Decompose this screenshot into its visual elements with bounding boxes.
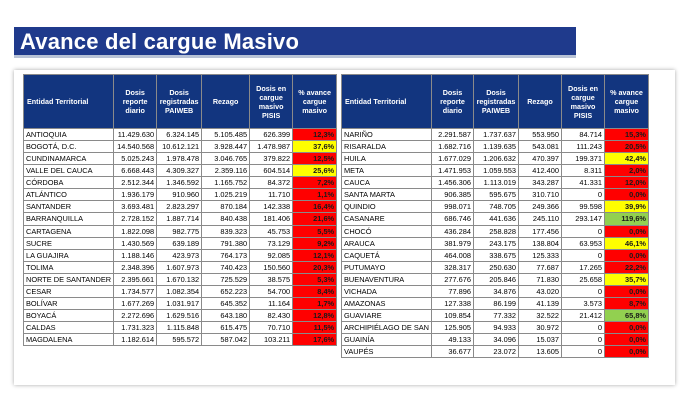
- header-dosis-paiweb: Dosis registradas PAIWEB: [474, 75, 519, 129]
- cell-dosis-pisis: 70.710: [250, 322, 293, 334]
- cell-dosis-reporte: 1.734.577: [114, 285, 157, 297]
- cell-dosis-reporte: 2.728.152: [114, 213, 157, 225]
- table-row: [342, 141, 649, 153]
- table-row: [342, 322, 649, 334]
- cell-avance: 119,6%: [605, 213, 649, 225]
- cell-entidad: TOLIMA: [24, 261, 114, 273]
- cell-dosis-reporte: 2.395.661: [114, 273, 157, 285]
- table-row: [342, 225, 649, 237]
- table-row: [342, 177, 649, 189]
- cell-rezago: 138.804: [519, 237, 562, 249]
- header-rezago: Rezago: [519, 75, 562, 129]
- cell-rezago: 791.380: [202, 237, 250, 249]
- header-entidad: Entidad Territorial: [342, 75, 432, 129]
- header-dosis-pisis: Dosis en cargue masivo PISIS: [562, 75, 605, 129]
- cell-rezago: 840.438: [202, 213, 250, 225]
- table-row: [24, 334, 337, 346]
- cell-dosis-pisis: 111.243: [562, 141, 605, 153]
- cell-entidad: BOYACÁ: [24, 309, 114, 321]
- cell-dosis-reporte: 906.385: [432, 189, 474, 201]
- cell-rezago: 1.025.219: [202, 189, 250, 201]
- cell-dosis-paiweb: 243.175: [474, 237, 519, 249]
- cell-rezago: 3.046.765: [202, 153, 250, 165]
- cell-dosis-paiweb: 10.612.121: [157, 141, 202, 153]
- cell-dosis-reporte: 1.731.323: [114, 322, 157, 334]
- cell-entidad: ARCHIPIÉLAGO DE SAN: [342, 322, 432, 334]
- cell-avance: 39,9%: [605, 201, 649, 213]
- cell-rezago: 32.522: [519, 309, 562, 321]
- table-row: [24, 213, 337, 225]
- cell-entidad: CALDAS: [24, 322, 114, 334]
- cell-entidad: CUNDINAMARCA: [24, 153, 114, 165]
- cell-rezago: 15.037: [519, 334, 562, 346]
- cell-avance: 7,2%: [293, 177, 337, 189]
- cell-dosis-pisis: 626.399: [250, 129, 293, 141]
- cell-rezago: 587.042: [202, 334, 250, 346]
- cell-entidad: SANTANDER: [24, 201, 114, 213]
- cell-dosis-paiweb: 94.933: [474, 322, 519, 334]
- table-row: [24, 225, 337, 237]
- cell-dosis-pisis: 0: [562, 346, 605, 358]
- cell-dosis-reporte: 1.936.179: [114, 189, 157, 201]
- cell-entidad: ANTIOQUIA: [24, 129, 114, 141]
- cell-entidad: ARAUCA: [342, 237, 432, 249]
- cell-avance: 46,1%: [605, 237, 649, 249]
- cell-dosis-paiweb: 6.324.145: [157, 129, 202, 141]
- cell-dosis-pisis: 0: [562, 225, 605, 237]
- cell-avance: 65,8%: [605, 309, 649, 321]
- cell-dosis-pisis: 0: [562, 285, 605, 297]
- cell-avance: 11,5%: [293, 322, 337, 334]
- cell-dosis-paiweb: 1.737.637: [474, 129, 519, 141]
- cell-rezago: 3.928.447: [202, 141, 250, 153]
- cell-rezago: 41.139: [519, 297, 562, 309]
- cell-rezago: 77.687: [519, 261, 562, 273]
- cell-dosis-pisis: 293.147: [562, 213, 605, 225]
- cell-entidad: BUENAVENTURA: [342, 273, 432, 285]
- cell-entidad: RISARALDA: [342, 141, 432, 153]
- cell-dosis-reporte: 436.284: [432, 225, 474, 237]
- cell-dosis-paiweb: 338.675: [474, 249, 519, 261]
- cell-rezago: 725.529: [202, 273, 250, 285]
- table-row: [342, 261, 649, 273]
- cell-dosis-paiweb: 1.031.917: [157, 297, 202, 309]
- cell-dosis-paiweb: 2.823.297: [157, 201, 202, 213]
- table-row: [342, 346, 649, 358]
- cell-dosis-paiweb: 910.960: [157, 189, 202, 201]
- cell-avance: 20,5%: [605, 141, 649, 153]
- cell-avance: 37,6%: [293, 141, 337, 153]
- cell-entidad: PUTUMAYO: [342, 261, 432, 273]
- cell-entidad: CARTAGENA: [24, 225, 114, 237]
- cell-dosis-pisis: 11.710: [250, 189, 293, 201]
- cell-avance: 2,0%: [605, 165, 649, 177]
- title-banner: [14, 27, 576, 58]
- cell-dosis-reporte: 998.071: [432, 201, 474, 213]
- cell-dosis-paiweb: 34.876: [474, 285, 519, 297]
- cell-dosis-reporte: 1.471.953: [432, 165, 474, 177]
- cell-dosis-reporte: 2.512.344: [114, 177, 157, 189]
- cell-dosis-reporte: 11.429.630: [114, 129, 157, 141]
- header-avance: % avance cargue masivo: [293, 75, 337, 129]
- cell-dosis-pisis: 103.211: [250, 334, 293, 346]
- cell-entidad: SUCRE: [24, 237, 114, 249]
- cell-avance: 17,6%: [293, 334, 337, 346]
- table-row: [342, 273, 649, 285]
- cell-avance: 5,5%: [293, 225, 337, 237]
- table-row: [24, 309, 337, 321]
- cell-dosis-paiweb: 1.082.354: [157, 285, 202, 297]
- cell-dosis-reporte: 1.456.306: [432, 177, 474, 189]
- cell-dosis-pisis: 84.372: [250, 177, 293, 189]
- cell-rezago: 740.423: [202, 261, 250, 273]
- cell-avance: 0,0%: [605, 225, 649, 237]
- cell-dosis-paiweb: 1.059.553: [474, 165, 519, 177]
- cell-dosis-pisis: 45.753: [250, 225, 293, 237]
- header-dosis-reporte: Dosis reporte diario: [114, 75, 157, 129]
- cell-rezago: 645.352: [202, 297, 250, 309]
- table-row: [24, 177, 337, 189]
- cell-dosis-paiweb: 639.189: [157, 237, 202, 249]
- cell-dosis-paiweb: 1.113.019: [474, 177, 519, 189]
- cell-rezago: 764.173: [202, 249, 250, 261]
- cell-dosis-pisis: 604.514: [250, 165, 293, 177]
- table-row: [24, 297, 337, 309]
- table-row: [24, 237, 337, 249]
- cell-dosis-pisis: 3.573: [562, 297, 605, 309]
- cell-rezago: 470.397: [519, 153, 562, 165]
- cell-avance: 22,2%: [605, 261, 649, 273]
- cell-dosis-paiweb: 595.675: [474, 189, 519, 201]
- cell-dosis-reporte: 328.317: [432, 261, 474, 273]
- cell-rezago: 125.333: [519, 249, 562, 261]
- cell-entidad: BOLÍVAR: [24, 297, 114, 309]
- cell-avance: 42,4%: [605, 153, 649, 165]
- cell-dosis-reporte: 1.182.614: [114, 334, 157, 346]
- cell-dosis-reporte: 109.854: [432, 309, 474, 321]
- table-row: [24, 322, 337, 334]
- cell-rezago: 5.105.485: [202, 129, 250, 141]
- cell-rezago: 249.366: [519, 201, 562, 213]
- cell-entidad: BOGOTÁ, D.C.: [24, 141, 114, 153]
- cell-dosis-paiweb: 205.846: [474, 273, 519, 285]
- cell-avance: 25,6%: [293, 165, 337, 177]
- cell-dosis-pisis: 142.338: [250, 201, 293, 213]
- cell-entidad: LA GUAJIRA: [24, 249, 114, 261]
- cell-dosis-reporte: 2.272.696: [114, 309, 157, 321]
- cell-dosis-pisis: 8.311: [562, 165, 605, 177]
- table-row: [24, 261, 337, 273]
- table-row: [24, 141, 337, 153]
- header-dosis-pisis: Dosis en cargue masivo PISIS: [250, 75, 293, 129]
- header-avance: % avance cargue masivo: [605, 75, 649, 129]
- cell-entidad: CAUCA: [342, 177, 432, 189]
- cell-dosis-pisis: 38.575: [250, 273, 293, 285]
- table-row: [24, 189, 337, 201]
- cell-dosis-paiweb: 4.309.327: [157, 165, 202, 177]
- cell-avance: 0,0%: [605, 249, 649, 261]
- cell-avance: 21,6%: [293, 213, 337, 225]
- cell-dosis-reporte: 1.822.098: [114, 225, 157, 237]
- cell-dosis-paiweb: 250.630: [474, 261, 519, 273]
- cell-rezago: 615.475: [202, 322, 250, 334]
- cell-dosis-reporte: 49.133: [432, 334, 474, 346]
- table-row: [24, 249, 337, 261]
- cell-dosis-paiweb: 1.206.632: [474, 153, 519, 165]
- cell-dosis-reporte: 77.896: [432, 285, 474, 297]
- table-row: [342, 285, 649, 297]
- cell-dosis-pisis: 150.560: [250, 261, 293, 273]
- cell-dosis-reporte: 381.979: [432, 237, 474, 249]
- cell-dosis-reporte: 1.682.716: [432, 141, 474, 153]
- cell-entidad: META: [342, 165, 432, 177]
- header-dosis-paiweb: Dosis registradas PAIWEB: [157, 75, 202, 129]
- cell-avance: 12,0%: [605, 177, 649, 189]
- cell-dosis-pisis: 17.265: [562, 261, 605, 273]
- cell-entidad: VALLE DEL CAUCA: [24, 165, 114, 177]
- cell-dosis-paiweb: 441.636: [474, 213, 519, 225]
- cell-rezago: 1.165.752: [202, 177, 250, 189]
- table-row: [342, 153, 649, 165]
- cell-rezago: 2.359.116: [202, 165, 250, 177]
- cell-dosis-paiweb: 1.346.592: [157, 177, 202, 189]
- cell-dosis-pisis: 11.164: [250, 297, 293, 309]
- cell-dosis-pisis: 181.406: [250, 213, 293, 225]
- table-row: [24, 165, 337, 177]
- cell-dosis-pisis: 379.822: [250, 153, 293, 165]
- cell-dosis-paiweb: 1.629.516: [157, 309, 202, 321]
- header-entidad: Entidad Territorial: [24, 75, 114, 129]
- cell-entidad: CÓRDOBA: [24, 177, 114, 189]
- cell-dosis-pisis: 21.412: [562, 309, 605, 321]
- table-row: [342, 334, 649, 346]
- cell-rezago: 643.180: [202, 309, 250, 321]
- cell-dosis-paiweb: 1.978.478: [157, 153, 202, 165]
- table-row: [24, 201, 337, 213]
- cell-rezago: 43.020: [519, 285, 562, 297]
- table-row: [342, 249, 649, 261]
- table-header-row: [342, 75, 649, 129]
- cell-entidad: VAUPÉS: [342, 346, 432, 358]
- table-header-row: [24, 75, 337, 129]
- cell-entidad: NARIÑO: [342, 129, 432, 141]
- cell-avance: 5,3%: [293, 273, 337, 285]
- cell-dosis-reporte: 127.338: [432, 297, 474, 309]
- table-row: [342, 213, 649, 225]
- cell-dosis-paiweb: 1.139.635: [474, 141, 519, 153]
- header-dosis-reporte: Dosis reporte diario: [432, 75, 474, 129]
- cell-dosis-pisis: 0: [562, 334, 605, 346]
- cell-dosis-pisis: 82.430: [250, 309, 293, 321]
- cell-dosis-reporte: 1.677.029: [432, 153, 474, 165]
- cell-dosis-pisis: 99.598: [562, 201, 605, 213]
- table-row: [342, 129, 649, 141]
- cell-entidad: QUINDIO: [342, 201, 432, 213]
- header-rezago: Rezago: [202, 75, 250, 129]
- cell-avance: 12,5%: [293, 153, 337, 165]
- cell-dosis-paiweb: 34.096: [474, 334, 519, 346]
- cell-entidad: CASANARE: [342, 213, 432, 225]
- cell-avance: 1,1%: [293, 189, 337, 201]
- cell-dosis-pisis: 0: [562, 249, 605, 261]
- cell-rezago: 30.972: [519, 322, 562, 334]
- cell-dosis-reporte: 5.025.243: [114, 153, 157, 165]
- cell-rezago: 553.950: [519, 129, 562, 141]
- cell-dosis-pisis: 0: [562, 322, 605, 334]
- table-row: [342, 237, 649, 249]
- right-table: [341, 74, 649, 358]
- cell-rezago: 245.110: [519, 213, 562, 225]
- cell-dosis-pisis: 54.700: [250, 285, 293, 297]
- cell-rezago: 543.081: [519, 141, 562, 153]
- cell-dosis-reporte: 14.540.568: [114, 141, 157, 153]
- cell-dosis-pisis: 0: [562, 189, 605, 201]
- cell-entidad: CHOCÓ: [342, 225, 432, 237]
- cell-entidad: CESAR: [24, 285, 114, 297]
- cell-dosis-paiweb: 1.115.848: [157, 322, 202, 334]
- cell-dosis-paiweb: 423.973: [157, 249, 202, 261]
- cell-dosis-reporte: 277.676: [432, 273, 474, 285]
- table-row: [24, 129, 337, 141]
- cell-entidad: VICHADA: [342, 285, 432, 297]
- cell-dosis-paiweb: 748.705: [474, 201, 519, 213]
- cell-rezago: 177.456: [519, 225, 562, 237]
- cell-avance: 9,2%: [293, 237, 337, 249]
- cell-dosis-paiweb: 1.607.973: [157, 261, 202, 273]
- cell-dosis-reporte: 2.348.396: [114, 261, 157, 273]
- page-title: Avance del cargue Masivo: [20, 29, 300, 54]
- cell-avance: 20,3%: [293, 261, 337, 273]
- cell-dosis-reporte: 686.746: [432, 213, 474, 225]
- cell-entidad: MAGDALENA: [24, 334, 114, 346]
- table-row: [24, 153, 337, 165]
- cell-dosis-paiweb: 77.332: [474, 309, 519, 321]
- cell-avance: 0,0%: [605, 322, 649, 334]
- cell-rezago: 13.605: [519, 346, 562, 358]
- cell-entidad: ATLÁNTICO: [24, 189, 114, 201]
- table-row: [342, 201, 649, 213]
- left-table: [23, 74, 337, 346]
- cell-avance: 1,7%: [293, 297, 337, 309]
- cell-dosis-pisis: 73.129: [250, 237, 293, 249]
- cell-dosis-pisis: 63.953: [562, 237, 605, 249]
- cell-dosis-reporte: 6.668.443: [114, 165, 157, 177]
- cell-dosis-reporte: 3.693.481: [114, 201, 157, 213]
- table-row: [342, 309, 649, 321]
- cell-dosis-pisis: 84.714: [562, 129, 605, 141]
- cell-avance: 8,4%: [293, 285, 337, 297]
- cell-dosis-paiweb: 258.828: [474, 225, 519, 237]
- cell-entidad: BARRANQUILLA: [24, 213, 114, 225]
- cell-rezago: 310.710: [519, 189, 562, 201]
- cell-avance: 0,0%: [605, 346, 649, 358]
- cell-dosis-paiweb: 982.775: [157, 225, 202, 237]
- cell-dosis-reporte: 125.905: [432, 322, 474, 334]
- table-row: [342, 189, 649, 201]
- cell-avance: 15,3%: [605, 129, 649, 141]
- cell-avance: 0,0%: [605, 285, 649, 297]
- cell-dosis-paiweb: 595.572: [157, 334, 202, 346]
- cell-dosis-reporte: 2.291.587: [432, 129, 474, 141]
- cell-dosis-reporte: 1.677.269: [114, 297, 157, 309]
- cell-avance: 12,8%: [293, 309, 337, 321]
- cell-avance: 0,0%: [605, 189, 649, 201]
- cell-avance: 35,7%: [605, 273, 649, 285]
- cell-rezago: 343.287: [519, 177, 562, 189]
- cell-dosis-reporte: 464.008: [432, 249, 474, 261]
- tables-panel: [14, 70, 675, 385]
- cell-entidad: GUAINÍA: [342, 334, 432, 346]
- cell-dosis-paiweb: 23.072: [474, 346, 519, 358]
- cell-dosis-pisis: 41.331: [562, 177, 605, 189]
- cell-rezago: 870.184: [202, 201, 250, 213]
- cell-dosis-reporte: 1.188.146: [114, 249, 157, 261]
- cell-rezago: 839.323: [202, 225, 250, 237]
- cell-dosis-paiweb: 1.670.132: [157, 273, 202, 285]
- cell-avance: 16,4%: [293, 201, 337, 213]
- cell-rezago: 71.830: [519, 273, 562, 285]
- cell-entidad: CAQUETÁ: [342, 249, 432, 261]
- cell-avance: 12,1%: [293, 249, 337, 261]
- cell-dosis-pisis: 1.478.987: [250, 141, 293, 153]
- cell-entidad: SANTA MARTA: [342, 189, 432, 201]
- cell-entidad: AMAZONAS: [342, 297, 432, 309]
- cell-avance: 12,3%: [293, 129, 337, 141]
- cell-rezago: 652.223: [202, 285, 250, 297]
- cell-entidad: HUILA: [342, 153, 432, 165]
- cell-rezago: 412.400: [519, 165, 562, 177]
- cell-dosis-reporte: 36.677: [432, 346, 474, 358]
- table-row: [24, 285, 337, 297]
- cell-avance: 0,0%: [605, 334, 649, 346]
- cell-dosis-pisis: 92.085: [250, 249, 293, 261]
- table-row: [342, 165, 649, 177]
- cell-entidad: GUAVIARE: [342, 309, 432, 321]
- cell-dosis-pisis: 199.371: [562, 153, 605, 165]
- cell-avance: 8,7%: [605, 297, 649, 309]
- cell-dosis-pisis: 25.658: [562, 273, 605, 285]
- cell-dosis-paiweb: 1.887.714: [157, 213, 202, 225]
- cell-dosis-reporte: 1.430.569: [114, 237, 157, 249]
- cell-entidad: NORTE DE SANTANDER: [24, 273, 114, 285]
- table-row: [342, 297, 649, 309]
- table-row: [24, 273, 337, 285]
- cell-dosis-paiweb: 86.199: [474, 297, 519, 309]
